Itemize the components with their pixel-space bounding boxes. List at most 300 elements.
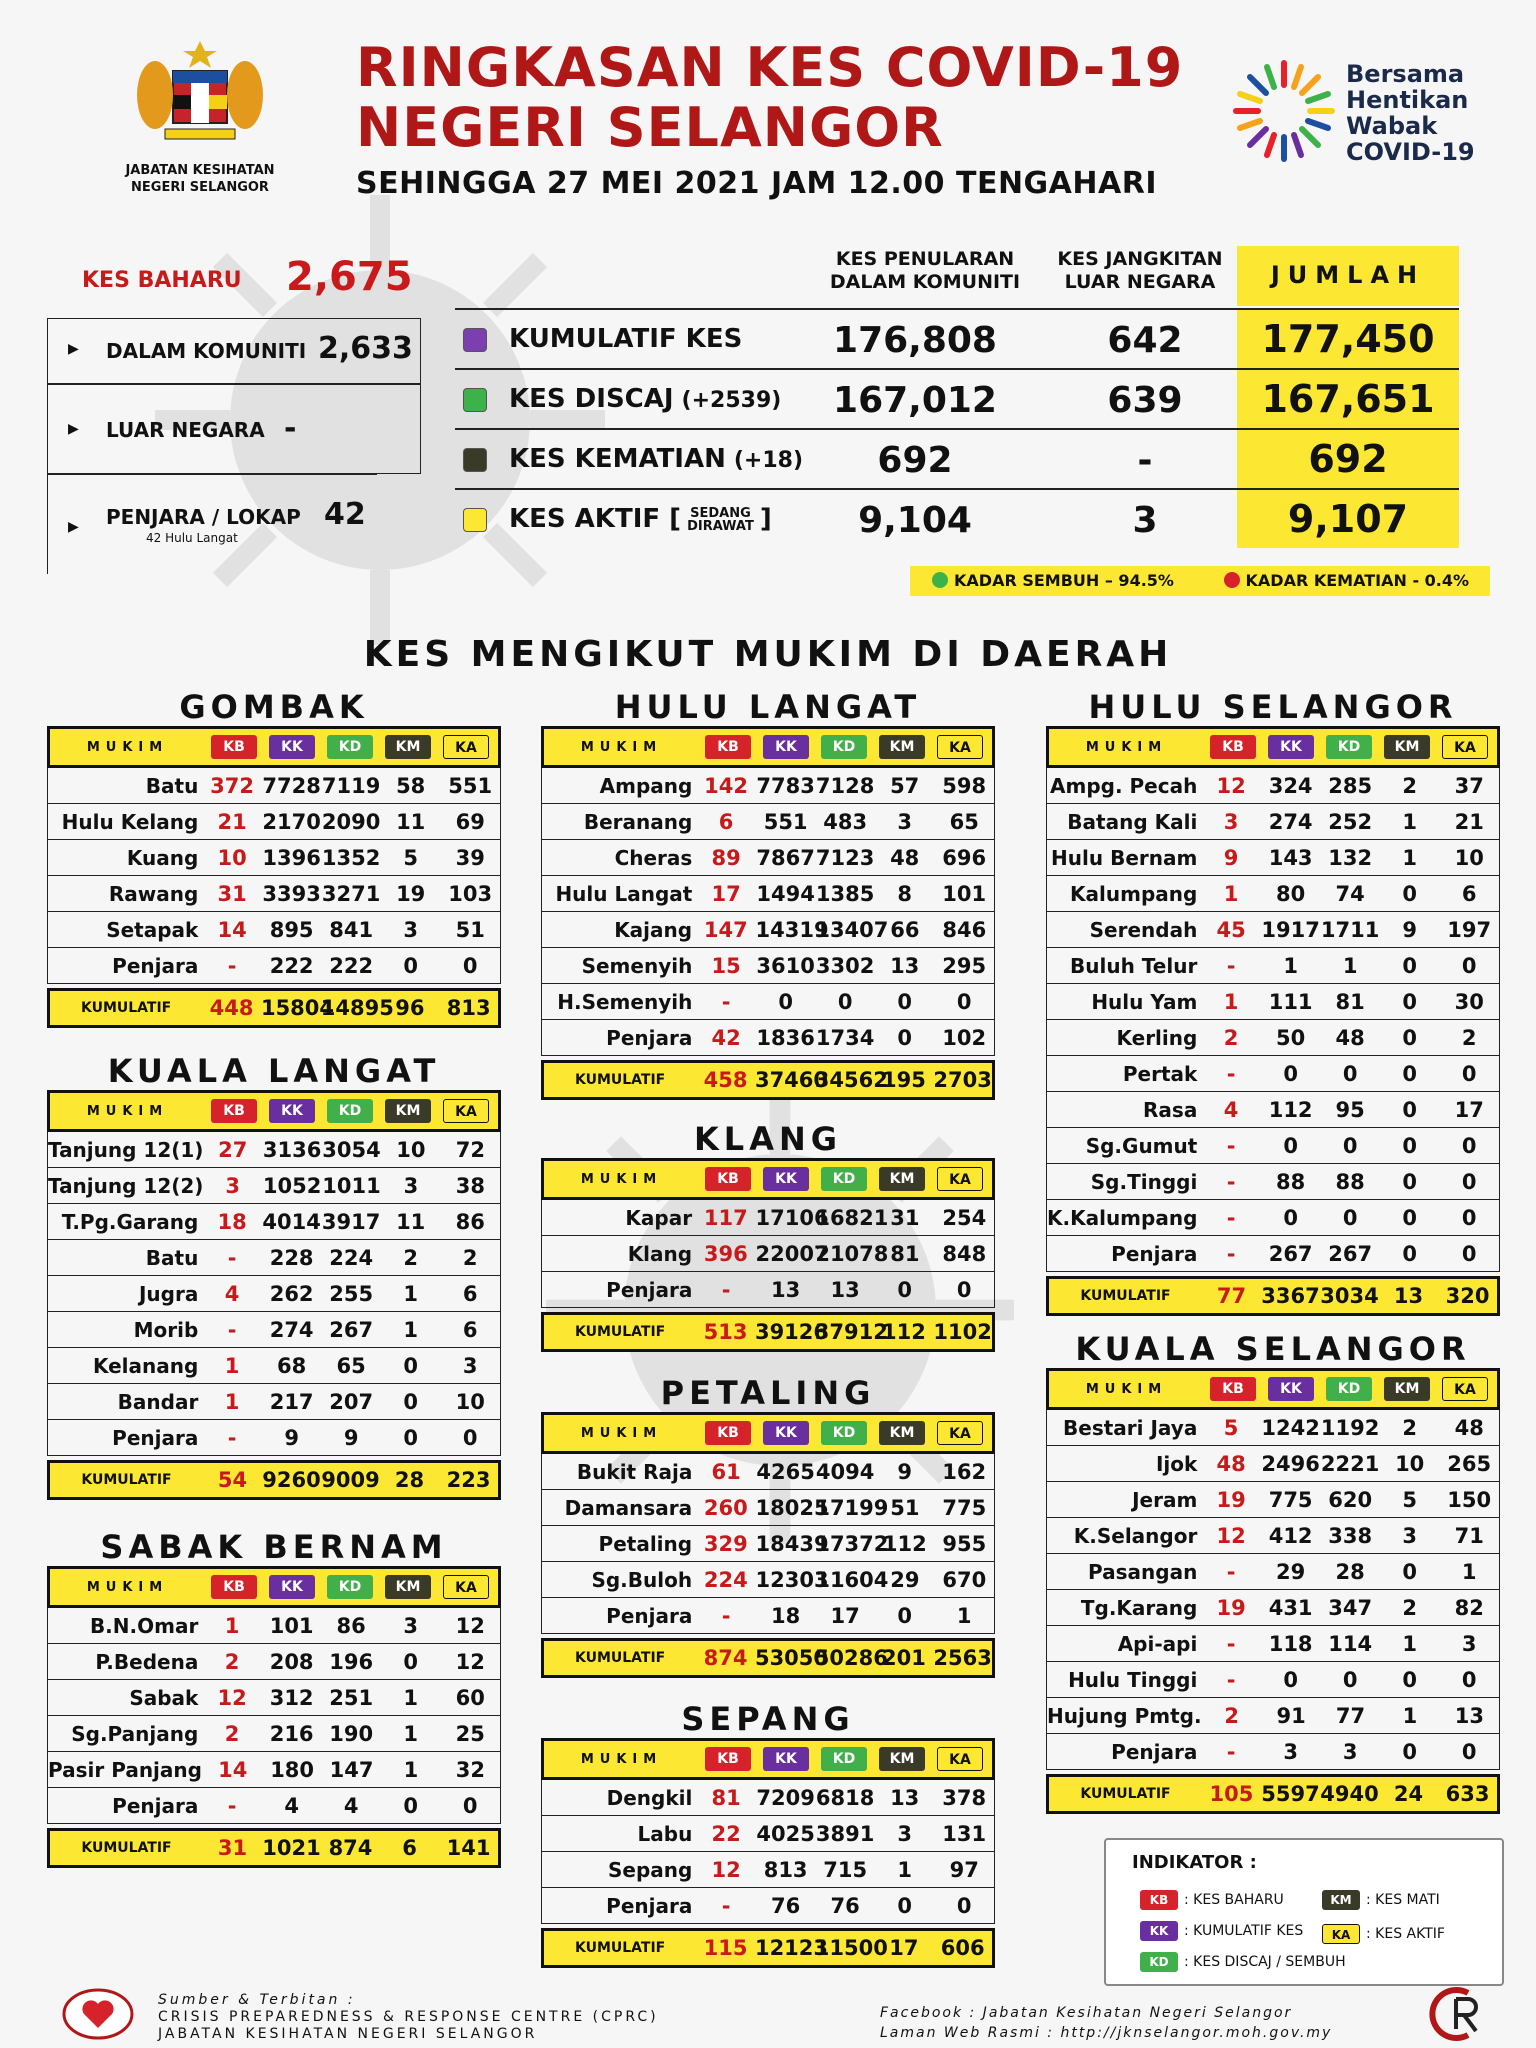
ka-cell: 25 — [455, 1721, 485, 1746]
km-cell: 1 — [403, 1757, 419, 1782]
kk-cell: 7867 — [756, 845, 815, 870]
mukim-name: Damansara — [564, 1495, 693, 1520]
kb-cell: - — [1226, 1631, 1236, 1656]
agency-name-line1: JABATAN KESIHATAN — [125, 163, 275, 178]
kd-cell: 6818 — [815, 1785, 875, 1810]
kb-cell: 77 — [1216, 1284, 1247, 1308]
ka-cell: 0 — [1461, 1241, 1477, 1266]
agency-name-line2: NEGERI SELANGOR — [131, 180, 269, 195]
table-row — [47, 768, 501, 804]
km-header-tag: KM — [1384, 1377, 1430, 1401]
summary-value-v2: 3 — [1132, 500, 1158, 541]
table-row — [1046, 804, 1500, 840]
ka-cell: 60 — [455, 1685, 485, 1710]
mukim-name: Hulu Yam — [1091, 989, 1198, 1014]
page-subtitle: SEHINGGA 27 MEI 2021 JAM 12.00 TENGAHARI — [356, 166, 1157, 201]
kb-header-tag: KB — [1210, 735, 1256, 759]
km-cell: 112 — [881, 1320, 926, 1344]
luar-negara-label: LUAR NEGARA — [106, 418, 265, 442]
table-row — [1046, 1518, 1500, 1554]
kb-cell: - — [721, 1893, 731, 1918]
km-header-tag: KM — [879, 1747, 925, 1771]
table-header — [47, 1090, 501, 1132]
km-cell: 28 — [394, 1468, 425, 1492]
table-row — [47, 840, 501, 876]
mukim-name: Kapar — [625, 1205, 693, 1230]
indicator-km-label: : KES MATI — [1366, 1892, 1440, 1908]
kb-cell: 1 — [1223, 989, 1239, 1014]
kk-cell: 3136 — [262, 1137, 322, 1162]
kb-cell: 147 — [703, 917, 748, 942]
km-tag: KM — [1322, 1890, 1360, 1910]
km-cell: 66 — [890, 917, 920, 942]
district-name: PETALING — [660, 1374, 876, 1412]
ka-cell: 17 — [1454, 1097, 1484, 1122]
table-row — [1046, 1200, 1500, 1236]
km-cell: 0 — [403, 1425, 418, 1450]
ka-cell: 633 — [1445, 1782, 1490, 1806]
kk-cell: 312 — [269, 1685, 314, 1710]
ka-cell: 102 — [942, 1025, 987, 1050]
kb-cell: 448 — [209, 996, 254, 1020]
kk-cell: 2170 — [262, 809, 321, 834]
km-cell: 48 — [890, 845, 920, 870]
mukim-name: Setapak — [106, 917, 199, 942]
ka-cell: 131 — [942, 1821, 987, 1846]
sedang-line: SEDANG — [690, 505, 751, 521]
ka-cell: 0 — [1461, 1205, 1477, 1230]
kk-cell: 7728 — [262, 773, 321, 798]
mukim-name: Tg.Karang — [1080, 1595, 1198, 1620]
kk-cell: 53050 — [754, 1646, 829, 1670]
district-name: KLANG — [694, 1120, 842, 1158]
kd-cell: 338 — [1328, 1523, 1373, 1548]
km-cell: 0 — [1402, 1559, 1417, 1584]
table-row — [1046, 948, 1500, 984]
kk-cell: 18025 — [755, 1495, 829, 1520]
col-header-jumlah: JUMLAH — [1237, 246, 1459, 306]
ka-cell: 670 — [942, 1567, 987, 1592]
ka-cell: 0 — [1461, 1133, 1477, 1158]
district-name: HULU SELANGOR — [1088, 688, 1458, 726]
bracket: ] — [759, 504, 772, 534]
km-cell: 10 — [396, 1137, 426, 1162]
kk-header-tag: KK — [269, 735, 315, 759]
category-square-icon — [463, 508, 487, 532]
kk-header-tag: KK — [763, 1421, 809, 1445]
table-row — [541, 1454, 995, 1490]
kk-cell: 551 — [763, 809, 808, 834]
kk-cell: 18 — [771, 1603, 801, 1628]
ka-cell: 38 — [455, 1173, 485, 1198]
table-header — [541, 1158, 995, 1200]
district-kuala-selangor — [1046, 1330, 1500, 1814]
kk-cell: 29 — [1276, 1559, 1306, 1584]
dalam-komuniti-label: DALAM KOMUNITI — [106, 339, 307, 363]
kk-header-tag: KK — [1268, 1377, 1314, 1401]
mukim-name: Penjara — [606, 1893, 693, 1918]
sedang-line: DIRAWAT — [687, 518, 754, 534]
ka-cell: 30 — [1454, 989, 1484, 1014]
kd-cell: 65 — [336, 1353, 366, 1378]
table-row — [1046, 1056, 1500, 1092]
km-header-tag: KM — [879, 1167, 925, 1191]
kk-cell: 412 — [1268, 1523, 1313, 1548]
kk-cell: 7209 — [756, 1785, 815, 1810]
ka-cell: 65 — [949, 809, 979, 834]
kumulatif-row — [47, 1828, 501, 1868]
table-row — [47, 1312, 501, 1348]
kk-cell: 1917 — [1261, 917, 1320, 942]
ka-cell: 71 — [1454, 1523, 1484, 1548]
rates-bar — [910, 566, 1490, 596]
kd-cell: 841 — [329, 917, 374, 942]
mukim-name: Ijok — [1155, 1451, 1198, 1476]
ka-header-tag: KA — [443, 1575, 489, 1599]
district-name: SEPANG — [681, 1700, 855, 1738]
col-header-line: LUAR NEGARA — [1064, 271, 1216, 293]
km-cell: 3 — [897, 809, 912, 834]
footer-facebook[interactable]: Facebook : Jabatan Kesihatan Negeri Selangor — [880, 2005, 1293, 2021]
district-hulu-selangor — [1046, 688, 1500, 1316]
kd-cell: 95 — [1335, 1097, 1365, 1122]
kk-cell: 274 — [269, 1317, 314, 1342]
kk-cell: 91 — [1276, 1703, 1306, 1728]
km-cell: 19 — [396, 881, 426, 906]
kk-cell: 217 — [269, 1389, 314, 1414]
ka-cell: 197 — [1447, 917, 1492, 942]
dalam-komuniti-value: 2,633 — [318, 331, 413, 366]
mukim-name: Pasangan — [1088, 1559, 1198, 1584]
kk-cell: 88 — [1276, 1169, 1306, 1194]
kb-cell: 2 — [1223, 1025, 1239, 1050]
kd-cell: 4 — [343, 1793, 359, 1818]
mukim-name: Api-api — [1117, 1631, 1198, 1656]
summary-value-v2: 639 — [1107, 380, 1183, 421]
km-cell: 24 — [1393, 1782, 1424, 1806]
ka-cell: 295 — [942, 953, 987, 978]
indicator-title: INDIKATOR : — [1132, 1852, 1257, 1873]
summary-value-v2: - — [1137, 440, 1153, 481]
table-row — [47, 912, 501, 948]
kd-cell: 3302 — [815, 953, 875, 978]
table-row — [541, 804, 995, 840]
kd-cell: 3271 — [321, 881, 381, 906]
kd-cell: 3034 — [1320, 1284, 1379, 1308]
kk-cell: 1242 — [1261, 1415, 1320, 1440]
ka-cell: 606 — [940, 1936, 985, 1960]
summary-row-label — [509, 444, 803, 474]
summary-value-v3: 692 — [1237, 430, 1459, 488]
mukim-name: KUMULATIF — [81, 1840, 172, 1856]
kb-cell: 18 — [217, 1209, 247, 1234]
kumulatif-row — [541, 1928, 995, 1968]
mukim-name: T.Pg.Garang — [61, 1209, 199, 1234]
ka-header-tag: KA — [1442, 735, 1488, 759]
table-row — [541, 1852, 995, 1888]
kd-cell: 11604 — [815, 1567, 889, 1592]
km-cell: 1 — [1402, 809, 1417, 834]
indicator-km — [1322, 1890, 1440, 1910]
ka-cell: 955 — [942, 1531, 987, 1556]
km-cell: 0 — [1402, 1169, 1417, 1194]
ka-cell: 86 — [455, 1209, 485, 1234]
table-row — [47, 1384, 501, 1420]
ka-cell: 0 — [956, 1893, 972, 1918]
coat-of-arms-icon — [125, 35, 275, 150]
ka-cell: 39 — [455, 845, 485, 870]
kb-cell: 458 — [703, 1068, 748, 1092]
mukim-name: Hulu Kelang — [61, 809, 199, 834]
ka-cell: 37 — [1454, 773, 1484, 798]
row-label-text: KES KEMATIAN — [509, 444, 726, 474]
kd-cell: 190 — [329, 1721, 374, 1746]
arrow-bullet-icon: ▶ — [68, 421, 79, 437]
mukim-name: KUMULATIF — [1080, 1786, 1171, 1802]
ka-cell: 10 — [1454, 845, 1484, 870]
kd-cell: 16821 — [815, 1205, 889, 1230]
kd-cell: 13407 — [815, 917, 889, 942]
kk-cell: 228 — [269, 1245, 314, 1270]
table-row — [47, 1420, 501, 1456]
campaign-word: Wabak — [1346, 112, 1438, 140]
kk-cell: 50 — [1276, 1025, 1306, 1050]
category-square-icon — [463, 328, 487, 352]
kd-cell: 715 — [823, 1857, 868, 1882]
km-cell: 0 — [1402, 1739, 1417, 1764]
km-header-tag: KM — [385, 1575, 431, 1599]
footer-website[interactable]: Laman Web Rasmi : http://jknselangor.moh.gov.my — [880, 2025, 1333, 2041]
ka-cell: 12 — [455, 1613, 485, 1638]
row-label-text: KES DISCAJ — [509, 384, 674, 414]
kk-cell: 3610 — [756, 953, 815, 978]
kb-cell: 12 — [217, 1685, 247, 1710]
kd-cell: 17199 — [815, 1495, 889, 1520]
kd-cell: 196 — [329, 1649, 374, 1674]
kk-cell: 208 — [269, 1649, 314, 1674]
kb-cell: - — [1226, 1205, 1236, 1230]
mukim-name: Morib — [133, 1317, 199, 1342]
kd-header-tag: KD — [327, 1099, 373, 1123]
mukim-name: KUMULATIF — [574, 1324, 666, 1340]
mukim-name: Hulu Langat — [555, 881, 693, 906]
kd-header-tag: KD — [821, 1421, 867, 1445]
kb-cell: 513 — [703, 1320, 748, 1344]
kd-tag: KD — [1140, 1952, 1178, 1972]
kb-cell: 54 — [217, 1468, 248, 1492]
km-cell: 1 — [403, 1317, 418, 1342]
kk-cell: 5597 — [1261, 1782, 1320, 1806]
mukim-name: Rasa — [1143, 1097, 1198, 1122]
mukim-name: P.Bedena — [95, 1649, 199, 1674]
health-badge-icon — [62, 1988, 134, 2040]
kk-cell: 18439 — [755, 1531, 829, 1556]
table-row — [541, 1200, 995, 1236]
kk-header-tag: KK — [763, 735, 809, 759]
kk-header-tag: KK — [1268, 735, 1314, 759]
table-row — [541, 948, 995, 984]
ka-cell: 10 — [455, 1389, 485, 1414]
km-cell: 10 — [1395, 1451, 1425, 1476]
kd-cell: 13 — [830, 1277, 860, 1302]
table-row — [47, 1680, 501, 1716]
district-name: GOMBAK — [179, 688, 369, 726]
agency-logo-block — [95, 35, 305, 196]
kb-header-tag: KB — [705, 1167, 751, 1191]
kb-cell: - — [1226, 953, 1236, 978]
km-cell: 0 — [897, 1603, 912, 1628]
km-cell: 3 — [403, 1613, 418, 1638]
kk-cell: 1021 — [262, 1836, 321, 1860]
mukim-name: Klang — [627, 1241, 693, 1266]
mukim-header: MUKIM — [580, 739, 663, 755]
summary-row-label — [509, 324, 742, 354]
kk-cell: 0 — [1283, 1061, 1298, 1086]
kb-header-tag: KB — [705, 1747, 751, 1771]
km-cell: 13 — [1393, 1284, 1424, 1308]
kd-cell: 1385 — [815, 881, 875, 906]
ka-cell: 1102 — [933, 1320, 992, 1344]
dalam-komuniti-box — [47, 318, 421, 384]
page-title-line1: RINGKASAN KES COVID-19 — [356, 36, 1184, 99]
kb-cell: 48 — [1216, 1451, 1246, 1476]
penjara-label: PENJARA / LOKAP — [106, 505, 301, 529]
kk-cell: 4 — [284, 1793, 299, 1818]
km-cell: 6 — [402, 1836, 417, 1860]
km-cell: 195 — [881, 1068, 926, 1092]
mukim-name: Tanjung 12(1) — [48, 1137, 204, 1162]
ka-cell: 13 — [1454, 1703, 1484, 1728]
table-row — [1046, 1092, 1500, 1128]
kb-cell: 61 — [711, 1459, 741, 1484]
category-square-icon — [463, 388, 487, 412]
km-cell: 2 — [1402, 773, 1417, 798]
summary-row-label — [509, 384, 781, 414]
mukim-name: Batu — [145, 1245, 199, 1270]
summary-row — [455, 488, 1459, 548]
mukim-name: Rawang — [108, 881, 199, 906]
km-cell: 96 — [395, 996, 425, 1020]
km-cell: 0 — [403, 1793, 418, 1818]
kb-cell: - — [1226, 1133, 1236, 1158]
km-cell: 81 — [890, 1241, 920, 1266]
penjara-value: 42 — [324, 497, 366, 532]
kk-cell: 4265 — [756, 1459, 815, 1484]
arrow-bullet-icon: ▶ — [68, 341, 79, 357]
mukim-name: Sg.Buloh — [591, 1567, 693, 1592]
km-cell: 112 — [882, 1531, 927, 1556]
table-row — [541, 1020, 995, 1056]
kd-cell: 267 — [329, 1317, 374, 1342]
table-row — [541, 1272, 995, 1308]
kumulatif-row — [541, 1060, 995, 1100]
ka-cell: 51 — [455, 917, 485, 942]
km-cell: 1 — [1402, 1631, 1417, 1656]
ka-header-tag: KA — [937, 735, 983, 759]
ka-cell: 6 — [462, 1281, 478, 1306]
green-dot-icon — [932, 572, 948, 588]
kk-cell: 1052 — [262, 1173, 322, 1198]
table-row — [47, 1240, 501, 1276]
km-cell: 0 — [897, 989, 912, 1014]
kumulatif-row — [47, 988, 501, 1028]
km-cell: 0 — [897, 1893, 912, 1918]
mukim-header: MUKIM — [86, 1579, 169, 1595]
kd-cell: 0 — [1342, 1133, 1358, 1158]
table-row — [541, 1598, 995, 1634]
kk-cell: 37460 — [754, 1068, 829, 1092]
page-title-block — [356, 38, 1183, 201]
km-cell: 3 — [1402, 1523, 1417, 1548]
kb-cell: 19 — [1216, 1487, 1246, 1512]
ka-cell: 72 — [455, 1137, 485, 1162]
ka-cell: 0 — [1461, 1739, 1477, 1764]
kb-cell: 9 — [1223, 845, 1239, 870]
indicator-kb-label: : KES BAHARU — [1184, 1892, 1284, 1908]
kk-cell: 111 — [1268, 989, 1313, 1014]
kk-cell: 118 — [1268, 1631, 1313, 1656]
mukim-name: Serendah — [1089, 917, 1198, 942]
kb-cell: 1 — [224, 1353, 240, 1378]
kk-cell: 14319 — [755, 917, 829, 942]
kd-cell: 255 — [329, 1281, 374, 1306]
kumulatif-row — [541, 1312, 995, 1352]
kb-cell: - — [227, 953, 237, 978]
ka-cell: 1 — [956, 1603, 972, 1628]
ka-cell: 551 — [448, 773, 493, 798]
kb-cell: - — [721, 989, 731, 1014]
table-header — [541, 1412, 995, 1454]
campaign-word: Hentikan — [1346, 86, 1469, 114]
mukim-name: Pertak — [1122, 1061, 1198, 1086]
km-cell: 1 — [403, 1685, 418, 1710]
col-header-line: KES JANGKITAN — [1057, 248, 1223, 270]
kk-cell: 12303 — [755, 1567, 829, 1592]
table-row — [1046, 1410, 1500, 1446]
mukim-name: Sg.Panjang — [71, 1721, 199, 1746]
mukim-header: MUKIM — [86, 739, 169, 755]
kb-cell: 117 — [703, 1205, 748, 1230]
kd-cell: 86 — [336, 1613, 366, 1638]
km-cell: 0 — [897, 1025, 912, 1050]
km-cell: 0 — [1402, 989, 1417, 1014]
kb-cell: - — [1226, 1739, 1236, 1764]
footer-source — [158, 1992, 659, 2043]
kb-cell: 3 — [225, 1173, 241, 1198]
kk-cell: 4014 — [262, 1209, 321, 1234]
summary-value-v1: 9,104 — [858, 500, 972, 541]
district-name: HULU LANGAT — [614, 688, 922, 726]
campaign-word: Bersama — [1346, 60, 1465, 88]
ka-cell: 0 — [1461, 1169, 1477, 1194]
kb-cell: 10 — [217, 845, 247, 870]
kd-cell: 7119 — [321, 773, 381, 798]
kk-cell: 80 — [1276, 881, 1306, 906]
table-row — [1046, 1020, 1500, 1056]
ka-cell: 82 — [1454, 1595, 1484, 1620]
kd-cell: 11500 — [814, 1936, 888, 1960]
mukim-name: KUMULATIF — [80, 1000, 172, 1016]
mukim-name: Semenyih — [581, 953, 693, 978]
kk-cell: 4025 — [756, 1821, 815, 1846]
district-name: KUALA LANGAT — [107, 1052, 441, 1090]
kb-cell: 14 — [218, 1757, 248, 1782]
kd-cell: 50286 — [814, 1646, 888, 1670]
row-label-extra: (+2539) — [681, 388, 782, 413]
kb-cell: 105 — [1209, 1782, 1254, 1806]
footer-source-title: Sumber & Terbitan : — [158, 1992, 356, 2008]
mukim-name: Tanjung 12(2) — [48, 1173, 204, 1198]
